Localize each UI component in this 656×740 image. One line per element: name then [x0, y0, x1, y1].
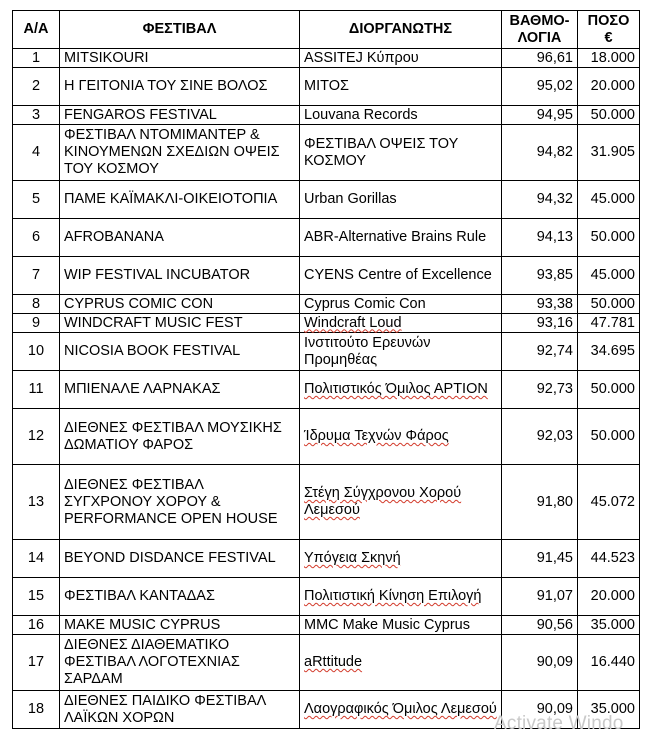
table-row — [13, 409, 640, 465]
table-row — [13, 540, 640, 578]
row-number: 5 — [13, 181, 60, 219]
festival-name: MAKE MUSIC CYPRUS — [60, 616, 300, 635]
score-value: 92,03 — [502, 409, 578, 465]
row-number: 6 — [13, 219, 60, 257]
festival-name: NICOSIA BOOK FESTIVAL — [60, 333, 300, 371]
score-value: 90,56 — [502, 616, 578, 635]
row-number: 8 — [13, 295, 60, 314]
table-row — [13, 616, 640, 635]
row-number: 14 — [13, 540, 60, 578]
organizer-name — [300, 409, 502, 465]
organizer-name — [300, 691, 502, 729]
table-body — [13, 49, 640, 729]
header-amount — [578, 11, 640, 49]
festival-name: Η ΓΕΙΤΟΝΙΑ ΤΟΥ ΣΙΝΕ ΒΟΛΟΣ — [60, 68, 300, 106]
row-number: 17 — [13, 635, 60, 691]
festival-name: BEYOND DISDANCE FESTIVAL — [60, 540, 300, 578]
amount-value: 35.000 — [578, 616, 640, 635]
festival-funding-table — [12, 10, 640, 729]
table-row — [13, 314, 640, 333]
festival-name: AFROBANANA — [60, 219, 300, 257]
organizer-name — [300, 465, 502, 540]
amount-value: 45.000 — [578, 181, 640, 219]
row-number: 3 — [13, 106, 60, 125]
organizer-text: Υπόγεια Σκηνή — [304, 550, 401, 566]
organizer-text: Πολιτιστικός Όμιλος ΑΡΤΙΟΝ — [304, 381, 488, 397]
amount-value: 31.905 — [578, 125, 640, 181]
header-score — [502, 11, 578, 49]
organizer-name — [300, 371, 502, 409]
festival-name: FENGAROS FESTIVAL — [60, 106, 300, 125]
header-score-line2: ΛΟΓΙΑ — [517, 29, 562, 46]
festival-name: ΦΕΣΤΙΒΑΛ ΝΤΟΜΙΜΑΝΤΕΡ & ΚΙΝΟΥΜΕΝΩΝ ΣΧΕΔΙΩΝ ΟΨΕΙΣ ΤΟΥ ΚΟΣΜΟΥ — [60, 125, 300, 181]
amount-value: 45.072 — [578, 465, 640, 540]
organizer-name: ABR-Alternative Brains Rule — [300, 219, 502, 257]
organizer-name: MMC Make Music Cyprus — [300, 616, 502, 635]
festival-name: ΔΙΕΘΝΕΣ ΔΙΑΘΕΜΑΤΙΚΟ ΦΕΣΤΙΒΑΛ ΛΟΓΟΤΕΧΝΙΑΣ ΣΑΡΔΑΜ — [60, 635, 300, 691]
festival-name: MITSIKOURI — [60, 49, 300, 68]
row-number: 1 — [13, 49, 60, 68]
festival-name: ΔΙΕΘΝΕΣ ΦΕΣΤΙΒΑΛ ΜΟΥΣΙΚΗΣ ΔΩΜΑΤΙΟΥ ΦΑΡΟΣ — [60, 409, 300, 465]
row-number: 12 — [13, 409, 60, 465]
organizer-name: ΜΙΤΟΣ — [300, 68, 502, 106]
table-row — [13, 106, 640, 125]
table-row — [13, 371, 640, 409]
score-value: 90,09 — [502, 635, 578, 691]
score-value: 96,61 — [502, 49, 578, 68]
amount-value: 50.000 — [578, 371, 640, 409]
score-value: 90,09 — [502, 691, 578, 729]
amount-value: 20.000 — [578, 68, 640, 106]
score-value: 92,74 — [502, 333, 578, 371]
header-score-line1: ΒΑΘΜΟ- — [509, 12, 570, 29]
header-amount-line2: € — [604, 29, 613, 46]
table-row — [13, 465, 640, 540]
score-value: 94,82 — [502, 125, 578, 181]
amount-value: 18.000 — [578, 49, 640, 68]
table-row — [13, 68, 640, 106]
festival-name: WIP FESTIVAL INCUBATOR — [60, 257, 300, 295]
score-value: 94,95 — [502, 106, 578, 125]
amount-value: 50.000 — [578, 295, 640, 314]
organizer-name — [300, 540, 502, 578]
organizer-text: Στέγη Σύγχρονου Χορού Λεμεσού — [304, 485, 462, 518]
organizer-text: aRttitude — [304, 654, 363, 670]
row-number: 9 — [13, 314, 60, 333]
score-value: 91,80 — [502, 465, 578, 540]
header-festival: ΦΕΣΤΙΒΑΛ — [60, 11, 300, 49]
row-number: 10 — [13, 333, 60, 371]
organizer-text: Λαογραφικός Όμιλος Λεμεσού — [304, 701, 497, 717]
organizer-name: Louvana Records — [300, 106, 502, 125]
score-value: 94,32 — [502, 181, 578, 219]
festival-name: CYPRUS COMIC CON — [60, 295, 300, 314]
header-row — [13, 11, 640, 49]
amount-value: 20.000 — [578, 578, 640, 616]
table-row — [13, 219, 640, 257]
score-value: 93,16 — [502, 314, 578, 333]
festival-name: ΔΙΕΘΝΕΣ ΠΑΙΔΙΚΟ ΦΕΣΤΙΒΑΛ ΛΑΪΚΩΝ ΧΟΡΩΝ — [60, 691, 300, 729]
score-value: 91,45 — [502, 540, 578, 578]
activate-windows-watermark: Activate Windo — [494, 713, 624, 734]
row-number: 4 — [13, 125, 60, 181]
amount-value: 50.000 — [578, 409, 640, 465]
organizer-name: ASSITEJ Κύπρου — [300, 49, 502, 68]
header-num: Α/Α — [13, 11, 60, 49]
amount-value: 47.781 — [578, 314, 640, 333]
organizer-name: Urban Gorillas — [300, 181, 502, 219]
row-number: 11 — [13, 371, 60, 409]
organizer-name — [300, 635, 502, 691]
organizer-name — [300, 314, 502, 333]
amount-value: 45.000 — [578, 257, 640, 295]
amount-value: 50.000 — [578, 106, 640, 125]
festival-name: WINDCRAFT MUSIC FEST — [60, 314, 300, 333]
table-row — [13, 257, 640, 295]
festival-name: ΠΑΜΕ ΚΑΪΜΑΚΛΙ-ΟΙΚΕΙΟΤΟΠΙΑ — [60, 181, 300, 219]
table-row — [13, 49, 640, 68]
header-organizer: ΔΙΟΡΓΑΝΩΤΗΣ — [300, 11, 502, 49]
organizer-text: Πολιτιστική Κίνηση Επιλογή — [304, 588, 482, 604]
table-row — [13, 333, 640, 371]
table-row — [13, 635, 640, 691]
organizer-name — [300, 578, 502, 616]
score-value: 93,38 — [502, 295, 578, 314]
organizer-text: Ίδρυμα Τεχνών Φάρος — [304, 428, 449, 444]
organizer-text: Windcraft Loud — [304, 314, 402, 331]
row-number: 7 — [13, 257, 60, 295]
score-value: 95,02 — [502, 68, 578, 106]
festival-name: ΔΙΕΘΝΕΣ ΦΕΣΤΙΒΑΛ ΣΥΓΧΡΟΝΟΥ ΧΟΡΟΥ & PERFORMANCE OPEN HOUSE — [60, 465, 300, 540]
row-number: 18 — [13, 691, 60, 729]
festival-name: ΜΠΙΕΝΑΛΕ ΛΑΡΝΑΚΑΣ — [60, 371, 300, 409]
score-value: 91,07 — [502, 578, 578, 616]
organizer-name: CYENS Centre of Excellence — [300, 257, 502, 295]
row-number: 2 — [13, 68, 60, 106]
table-row — [13, 295, 640, 314]
table-row — [13, 578, 640, 616]
festival-name: ΦΕΣΤΙΒΑΛ ΚΑΝΤΑΔΑΣ — [60, 578, 300, 616]
header-amount-line1: ΠΟΣΟ — [587, 12, 630, 29]
table-row — [13, 125, 640, 181]
amount-value: 34.695 — [578, 333, 640, 371]
amount-value: 44.523 — [578, 540, 640, 578]
row-number: 15 — [13, 578, 60, 616]
organizer-name: Ινστιτούτο Ερευνών Προμηθέας — [300, 333, 502, 371]
score-value: 94,13 — [502, 219, 578, 257]
amount-value: 35.000 — [578, 691, 640, 729]
amount-value: 16.440 — [578, 635, 640, 691]
row-number: 13 — [13, 465, 60, 540]
score-value: 92,73 — [502, 371, 578, 409]
table-row — [13, 181, 640, 219]
amount-value: 50.000 — [578, 219, 640, 257]
organizer-name: ΦΕΣΤΙΒΑΛ ΟΨΕΙΣ ΤΟΥ ΚΟΣΜΟΥ — [300, 125, 502, 181]
score-value: 93,85 — [502, 257, 578, 295]
row-number: 16 — [13, 616, 60, 635]
organizer-name: Cyprus Comic Con — [300, 295, 502, 314]
